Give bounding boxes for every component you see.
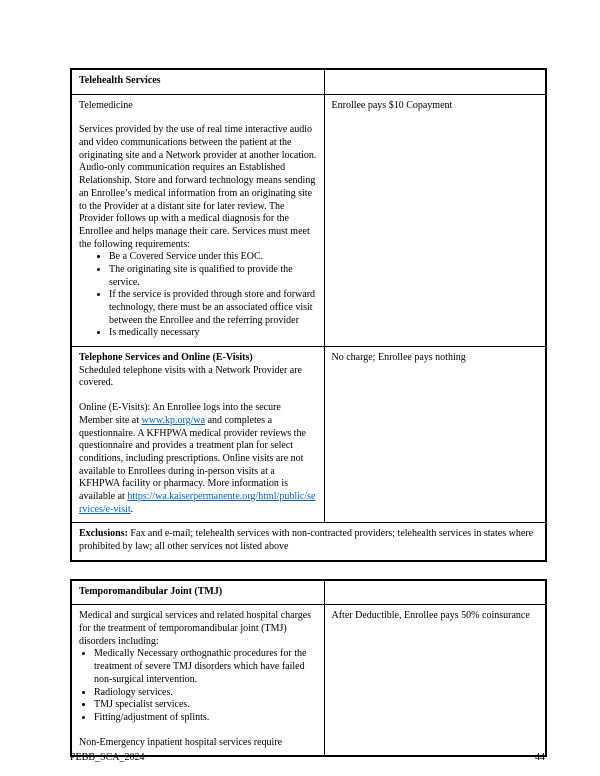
table-spacer	[70, 562, 545, 579]
footer-page-number: 44	[535, 752, 545, 763]
tmj-row	[71, 605, 546, 756]
telephone-services-title: Telephone Services and Online (E-Visits)	[79, 352, 253, 364]
tmj-bullet: • Fitting/adjustment of splints.	[94, 712, 317, 725]
exclusions-label: Exclusions:	[79, 528, 128, 540]
tmj-table	[70, 579, 547, 758]
tmj-description-cell	[71, 605, 324, 756]
evisits-paragraph	[79, 402, 317, 516]
telephone-services-subtitle: Scheduled telephone visits with a Network Provider are covered.	[79, 364, 302, 389]
tmj-bullet: • TMJ specialist services.	[94, 699, 317, 712]
page-footer	[70, 752, 545, 763]
telephone-evisits-row	[71, 347, 546, 523]
exclusions-text: Fax and e-mail; telehealth services with non-contracted providers; telehealth services in states where prohibited by law; all other services not listed above	[79, 528, 534, 552]
tmj-cost: After Deductible, Enrollee pays 50% coinsurance	[331, 610, 530, 622]
telehealth-header-cell: Telehealth Services	[71, 69, 324, 94]
telemedicine-bullet: • The originating site is qualified to provide the service.	[109, 264, 317, 289]
telemedicine-bullet: • If the service is provided through store and forward technology, there must be an associated office visit between the Enrollee and the referring provider	[109, 289, 317, 327]
tmj-intro: Medical and surgical services and related hospital charges for the treatment of temporomandibular joint (TMJ) disorders including:	[79, 610, 312, 647]
telemedicine-cost-cell	[324, 94, 546, 346]
evisit-info-link[interactable]: https://wa.kaiserpermanente.org/html/public/services/e-visit	[79, 490, 316, 515]
telemedicine-description: Services provided by the use of real time interactive audio and video communications between the patient at the originating site and a Network provider at another location. Audio-only communication requires an Established Relationship. Store and forward technology means sending an Enrollee’s medical information from an originating site to the Provider at a distant site for later review. The Provider follows up with a medical diagnosis for the Enrollee and helps manage their care. Services must meet the following requirements:	[79, 124, 317, 250]
evisits-text-segment: .	[130, 503, 134, 515]
evisits-text-segment: Online (E-Visits): An Enrollee logs into the secure Member site at	[79, 402, 281, 426]
telemedicine-description-cell	[71, 94, 324, 346]
telemedicine-bullet: • Is medically necessary	[109, 327, 317, 340]
tmj-header-empty-cell	[324, 580, 546, 605]
telemedicine-title: Telemedicine	[79, 99, 133, 111]
telemedicine-cost: Enrollee pays $10 Copayment	[331, 99, 453, 111]
tmj-cost-cell	[324, 605, 546, 756]
exclusions-cell	[71, 523, 546, 561]
evisits-text-segment: and completes a questionnaire. A KFHPWA medical provider reviews the questionnaire and provides a treatment plan for select conditions, including prescriptions. Online visits are not available to Enrollees during in-person visits at a KFHPWA facility or pharmacy. More information is available at	[79, 414, 306, 502]
exclusions-paragraph	[79, 528, 538, 553]
tmj-bullet-list	[81, 648, 317, 724]
tmj-trailing-text: Non-Emergency inpatient hospital services require	[79, 736, 283, 748]
footer-document-id: PEBB_SCA_2024	[70, 752, 145, 763]
tmj-bullet: • Medically Necessary orthognathic procedures for the treatment of severe TMJ disorders which have failed non-surgical intervention.	[94, 648, 317, 686]
tmj-header-row	[71, 580, 546, 605]
telephone-cost-cell	[324, 347, 546, 523]
telephone-description-cell	[71, 347, 324, 523]
telemedicine-bullet: • Be a Covered Service under this EOC.	[109, 251, 317, 264]
telehealth-header-row	[71, 69, 546, 94]
telemedicine-row	[71, 94, 546, 346]
telephone-cost: No charge; Enrollee pays nothing	[331, 352, 466, 364]
kp-org-link[interactable]: www.kp.org/wa	[141, 414, 206, 426]
tmj-bullet: • Radiology services.	[94, 687, 317, 700]
telehealth-table	[70, 68, 547, 562]
tmj-header-cell: Temporomandibular Joint (TMJ)	[71, 580, 324, 605]
exclusions-row	[71, 523, 546, 561]
telemedicine-bullet-list	[95, 251, 317, 340]
telehealth-header-empty-cell	[324, 69, 546, 94]
